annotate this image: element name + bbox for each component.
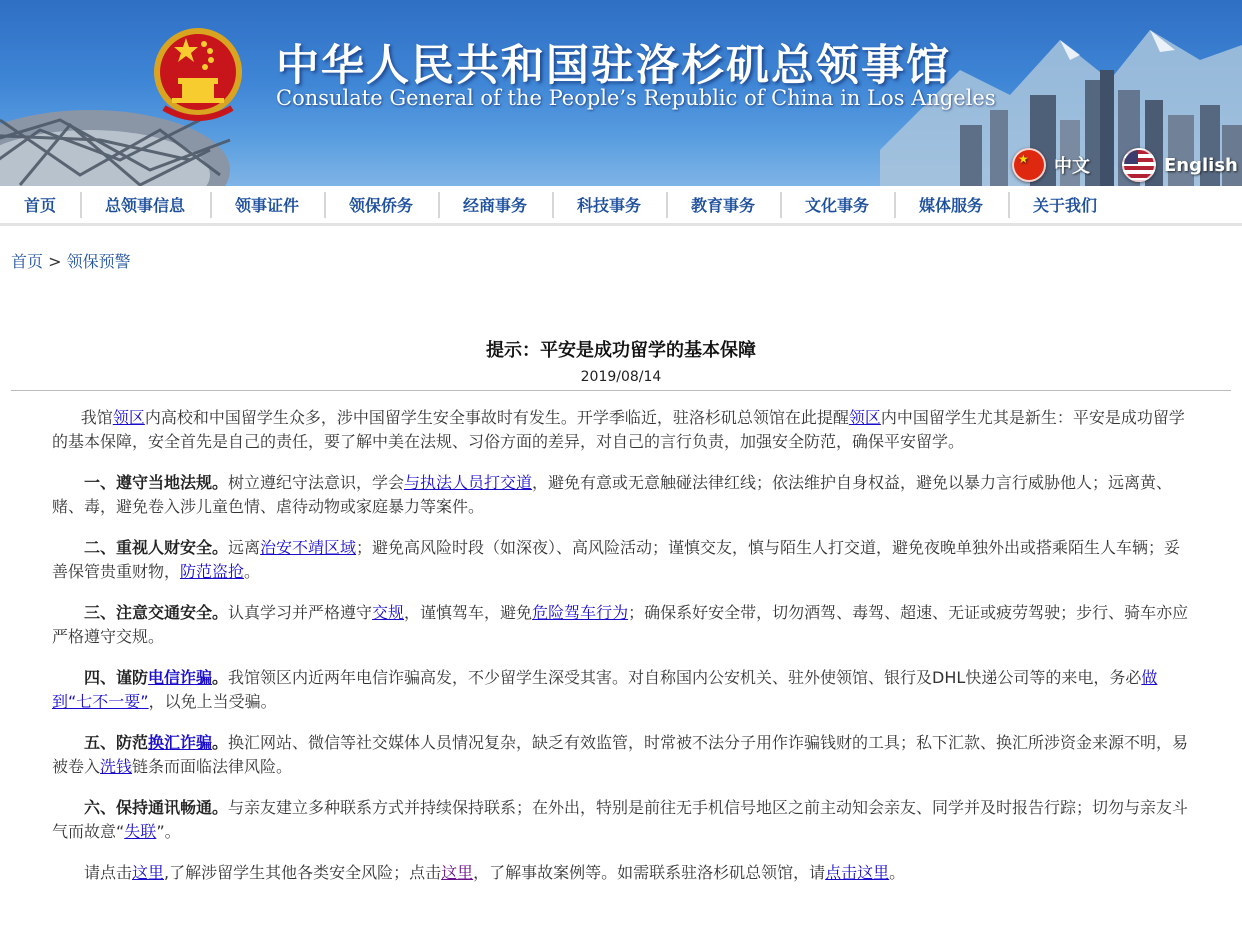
text: 请点击: [84, 863, 133, 882]
nav-home[interactable]: 首页: [23, 195, 56, 215]
china-flag-icon: [1012, 148, 1046, 182]
text: 我馆: [80, 408, 113, 427]
text: 。: [889, 863, 906, 882]
text: ，了解事故案例等。如需联系驻洛杉矶总领馆，请: [473, 863, 826, 882]
link-lost-contact[interactable]: 失联: [124, 822, 157, 841]
section-heading: 四、谨防: [84, 668, 149, 687]
nav-economic-affairs[interactable]: 经商事务: [438, 186, 552, 222]
breadcrumb: [11, 249, 131, 272]
section-heading: 二、重视人财安全。: [84, 538, 229, 557]
link-theft-prevention[interactable]: 防范盗抢: [180, 562, 245, 581]
language-english-button[interactable]: [1122, 148, 1238, 182]
paragraph-traffic-safety: [52, 601, 1192, 649]
nav-consular-documents[interactable]: 领事证件: [210, 186, 324, 222]
text: ；确保系好安全带，切勿酒驾、毒驾、超速、无证或疲劳驾驶；步行、骑车亦应严格遵守交规。: [52, 603, 1189, 646]
link-exchange-fraud[interactable]: 换汇诈骗: [148, 733, 213, 752]
article-title: 提示：平安是成功留学的基本保障: [486, 340, 756, 361]
link-contact-consulate[interactable]: 点击这里: [825, 863, 890, 882]
text: ，避免有意或无意触碰法律红线；依法维护自身权益，避免以暴力言行威胁他人；远离黄、赌、毒，避免卷入涉儿童色情、虐待动物或家庭暴力等案件。: [52, 473, 1173, 516]
site-banner: [0, 0, 1242, 186]
text: 树立遵纪守法意识，学会: [228, 473, 405, 492]
text: 认真学习并严格遵守: [228, 603, 373, 622]
text: ,了解涉留学生其他各类安全风险；点击: [164, 863, 442, 882]
section-heading-end: 。: [212, 733, 229, 752]
nav-culture[interactable]: 文化事务: [780, 186, 894, 222]
national-emblem-icon: [150, 20, 246, 130]
link-money-laundering[interactable]: 洗钱: [100, 757, 133, 776]
link-dangerous-driving[interactable]: 危险驾车行为: [532, 603, 629, 622]
main-nav: [0, 186, 1242, 226]
link-other-risks[interactable]: 这里: [132, 863, 165, 882]
nav-consul-general-info[interactable]: 总领事信息: [80, 186, 210, 222]
link-consular-district-2[interactable]: 领区: [848, 408, 881, 427]
nav-about-us[interactable]: 关于我们: [1008, 186, 1122, 222]
text: 换汇网站、微信等社交媒体人员情况复杂，缺乏有效监管，时常被不法分子用作诈骗钱财的工具；私下汇款、换汇所涉资金来源不明，易被卷入: [52, 733, 1189, 776]
paragraph-telecom-fraud: [52, 666, 1192, 714]
nav-media-services[interactable]: 媒体服务: [894, 186, 1008, 222]
language-chinese-label: 中文: [1054, 156, 1090, 177]
section-heading: 一、遵守当地法规。: [84, 473, 229, 492]
title-divider: [11, 390, 1231, 391]
language-chinese-button[interactable]: [1012, 148, 1090, 182]
link-law-enforcement[interactable]: 与执法人员打交道: [404, 473, 533, 492]
paragraph-personal-safety: [52, 536, 1192, 584]
section-heading: 六、保持通讯畅通。: [84, 798, 229, 817]
link-consular-district[interactable]: 领区: [112, 408, 145, 427]
section-heading-end: 。: [212, 668, 229, 687]
paragraph-communication: [52, 796, 1192, 844]
text: 与亲友建立多种联系方式并持续保持联系；在外出，特别是前往无手机信号地区之前主动知会亲友、同学并及时报告行踪；切勿与亲友斗气而故意“: [52, 798, 1189, 841]
link-unsafe-areas[interactable]: 治安不靖区域: [260, 538, 357, 557]
us-flag-icon: [1122, 148, 1156, 182]
section-heading: 五、防范: [84, 733, 149, 752]
site-title-chinese: 中华人民共和国驻洛杉矶总领事馆: [276, 41, 951, 91]
text: ，以免上当受骗。: [148, 692, 277, 711]
paragraph-more-links: [52, 861, 1192, 885]
paragraph-intro: [52, 406, 1192, 454]
breadcrumb-current-link[interactable]: 领保预警: [66, 252, 131, 271]
link-traffic-rules[interactable]: 交规: [372, 603, 405, 622]
text: 我馆领区内近两年电信诈骗高发，不少留学生深受其害。对自称国内公安机关、驻外使领馆、银行及DHL快递公司等的来电，务必: [228, 668, 1142, 687]
text: 内中国留学生尤其是新生：平安是成功留学的基本保障，安全首先是自己的责任，要了解中美在法规、习俗方面的差异，对自己的言行负责，加强安全防范，确保平安留学。: [52, 408, 1185, 451]
link-accident-cases[interactable]: 这里: [441, 863, 474, 882]
link-telecom-fraud[interactable]: 电信诈骗: [148, 668, 213, 687]
text: 。: [244, 562, 261, 581]
site-title-english: Consulate General of the People’s Republic of China in Los Angeles: [276, 86, 996, 110]
article-body: [52, 406, 1192, 902]
text: 链条而面临法律风险。: [132, 757, 293, 776]
breadcrumb-separator: >: [43, 252, 67, 271]
link-seven-nos[interactable]: 做到“七不一要”: [52, 668, 1158, 711]
text: ”。: [156, 822, 181, 841]
article-date: 2019/08/14: [580, 369, 662, 385]
paragraph-exchange-fraud: [52, 731, 1192, 779]
nav-science-technology[interactable]: 科技事务: [552, 186, 666, 222]
text: 内高校和中国留学生众多，涉中国留学生安全事故时有发生。开学季临近，驻洛杉矶总领馆在此提醒: [144, 408, 849, 427]
text: ；避免高风险时段（如深夜）、高风险活动；谨慎交友，慎与陌生人打交道，避免夜晚单独外出或搭乘陌生人车辆；妥善保管贵重财物，: [52, 538, 1181, 581]
section-heading: 三、注意交通安全。: [84, 603, 229, 622]
breadcrumb-home-link[interactable]: 首页: [11, 252, 44, 271]
text: ，谨慎驾车，避免: [404, 603, 533, 622]
text: 远离: [228, 538, 261, 557]
nav-education[interactable]: 教育事务: [666, 186, 780, 222]
paragraph-laws: [52, 471, 1192, 519]
language-english-label: English: [1164, 154, 1238, 176]
nav-consular-protection[interactable]: 领保侨务: [324, 186, 438, 222]
